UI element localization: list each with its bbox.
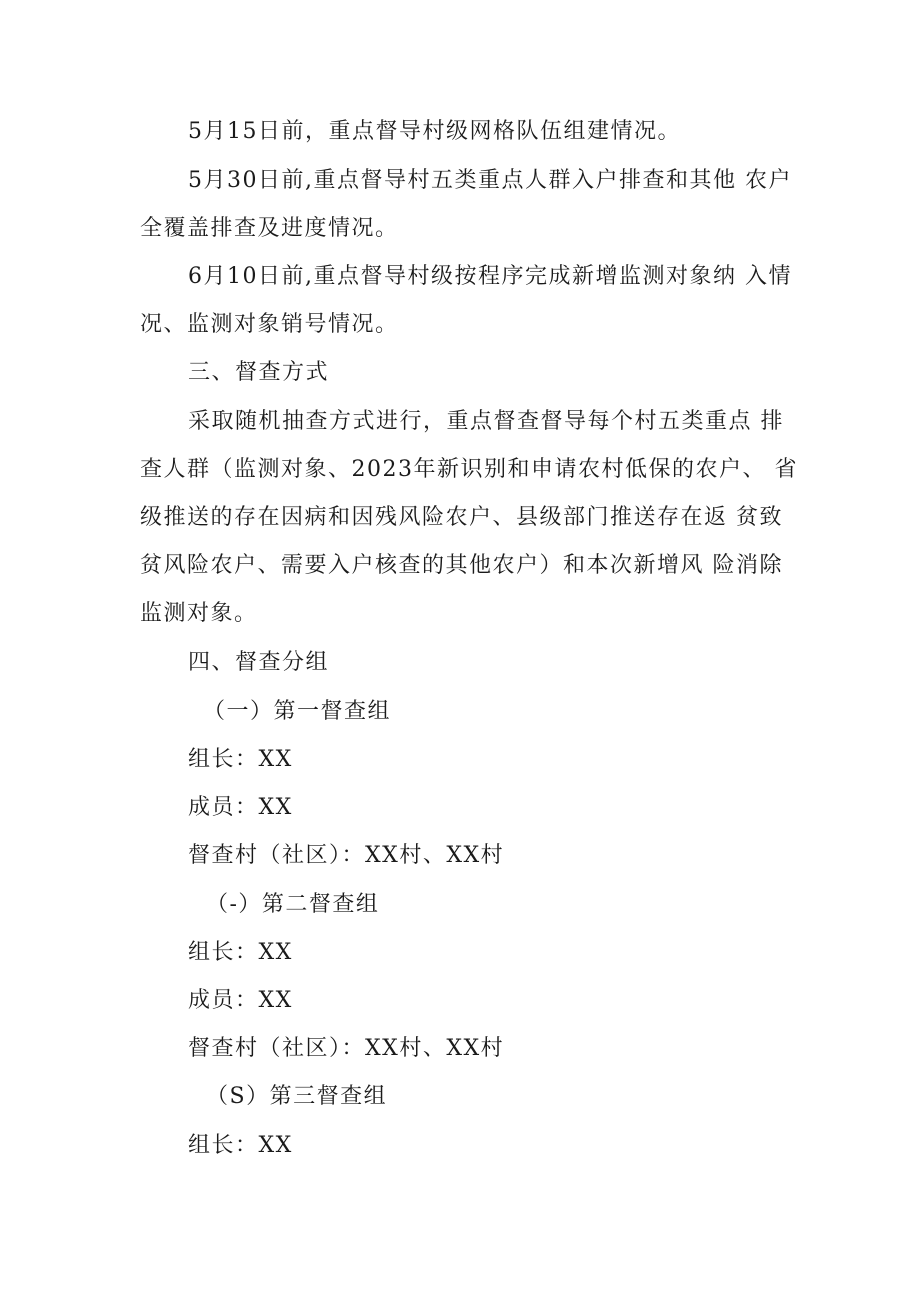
group-heading-third: （S）第三督查组 (206, 1084, 388, 1109)
group1-villages: 督查村（社区）：XX村、XX村 (188, 843, 505, 868)
group1-leader: 组长：XX (188, 747, 293, 772)
paragraph-line-may30: 5月30日前,重点督导村五类重点人群入户排查和其他 农户 (188, 168, 792, 193)
group-heading-second: （-）第二督查组 (206, 892, 380, 917)
group2-villages: 督查村（社区）：XX村、XX村 (188, 1036, 505, 1061)
paragraph-line-jun10-cont: 况、监测对象销号情况。 (140, 312, 399, 337)
paragraph-line-jun10: 6月10日前,重点督导村级按程序完成新增监测对象纳 入情 (188, 264, 792, 289)
paragraph-line-method-2: 查人群（监测对象、2023年新识别和申请农村低保的农户、 省 (140, 457, 798, 482)
section-heading-groups: 四、督查分组 (188, 650, 330, 675)
paragraph-line-method-1: 采取随机抽查方式进行，重点督查督导每个村五类重点 排 (188, 409, 784, 434)
group-heading-first: （一）第一督查组 (203, 699, 392, 724)
group2-leader: 组长：XX (188, 940, 293, 965)
paragraph-line-may15: 5月15日前，重点督导村级网格队伍组建情况。 (188, 119, 681, 144)
group1-members: 成员：XX (188, 795, 293, 820)
paragraph-line-method-4: 贫风险农户、需要入户核查的其他农户）和本次新增风 险消除 (140, 553, 783, 578)
group3-leader: 组长：XX (188, 1133, 293, 1158)
section-heading-method: 三、督查方式 (188, 360, 330, 385)
paragraph-line-may30-cont: 全覆盖排查及进度情况。 (140, 216, 399, 241)
paragraph-line-method-3: 级推送的存在因病和因残风险农户、县级部门推送存在返 贫致 (140, 505, 783, 530)
group2-members: 成员：XX (188, 988, 293, 1013)
paragraph-line-method-5: 监测对象。 (140, 601, 258, 626)
